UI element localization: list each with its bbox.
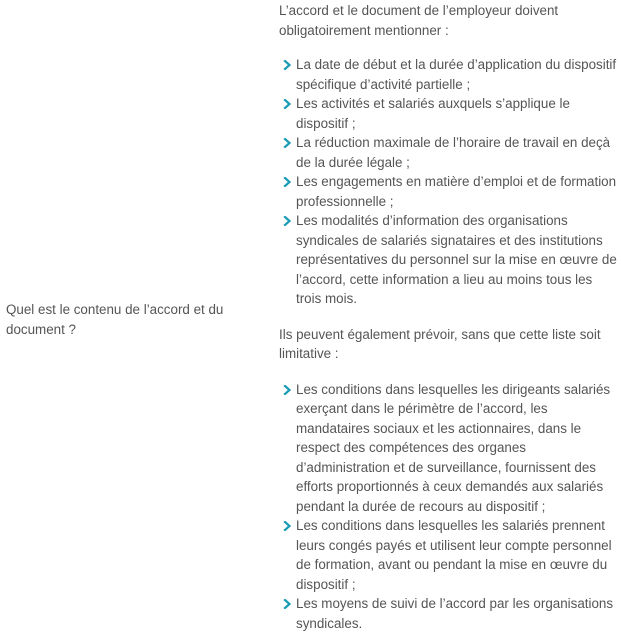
answer-intro-2: Ils peuvent également prévoir, sans que cette liste soit limitative : bbox=[279, 325, 619, 364]
list-item-text: Les engagements en matière d’emploi et de formation professionnelle ; bbox=[296, 174, 616, 209]
list-item-text: Les activités et salariés auxquels s’applique le dispositif ; bbox=[296, 96, 570, 131]
list-item bbox=[279, 516, 619, 594]
list-item bbox=[279, 55, 619, 94]
mandatory-list bbox=[279, 55, 619, 309]
chevron-right-icon bbox=[283, 138, 292, 148]
question-cell: Quel est le contenu de l’accord et du document ? bbox=[6, 300, 256, 339]
list-item-text: La réduction maximale de l’horaire de travail en deçà de la durée légale ; bbox=[296, 135, 610, 170]
list-item-text: Les conditions dans lesquelles les salariés prennent leurs congés payés et utilisent leur compte personnel de formation, avant ou pendant la mise en œuvre du dispositif ; bbox=[296, 518, 612, 592]
optional-list bbox=[279, 380, 619, 633]
list-item bbox=[279, 211, 619, 309]
list-item-text: Les moyens de suivi de l’accord par les organisations syndicales. bbox=[296, 596, 613, 631]
answer-cell bbox=[279, 1, 619, 633]
chevron-right-icon bbox=[283, 599, 292, 609]
answer-intro-1: L’accord et le document de l’employeur doivent obligatoirement mentionner : bbox=[279, 1, 619, 40]
chevron-right-icon bbox=[283, 385, 292, 395]
list-item bbox=[279, 172, 619, 211]
list-item bbox=[279, 594, 619, 633]
chevron-right-icon bbox=[283, 177, 292, 187]
list-item bbox=[279, 94, 619, 133]
list-item-text: La date de début et la durée d’application du dispositif spécifique d’activité partielle ; bbox=[296, 57, 616, 92]
chevron-right-icon bbox=[283, 216, 292, 226]
list-item bbox=[279, 133, 619, 172]
list-item bbox=[279, 380, 619, 517]
chevron-right-icon bbox=[283, 521, 292, 531]
chevron-right-icon bbox=[283, 60, 292, 70]
list-item-text: Les conditions dans lesquelles les dirigeants salariés exerçant dans le périmètre de l’accord, les mandataires sociaux et les actionnaires, dans le respect des compétences des organes d’administration et de surveillance, fournissent des efforts proportionnés à ceux demandés aux salariés pendant la durée de recours au dispositif ; bbox=[296, 382, 610, 514]
chevron-right-icon bbox=[283, 99, 292, 109]
list-item-text: Les modalités d’information des organisations syndicales de salariés signataires et des institutions représentatives du personnel sur la mise en œuvre de l’accord, cette information a lieu au moins tous les trois mois. bbox=[296, 213, 617, 306]
